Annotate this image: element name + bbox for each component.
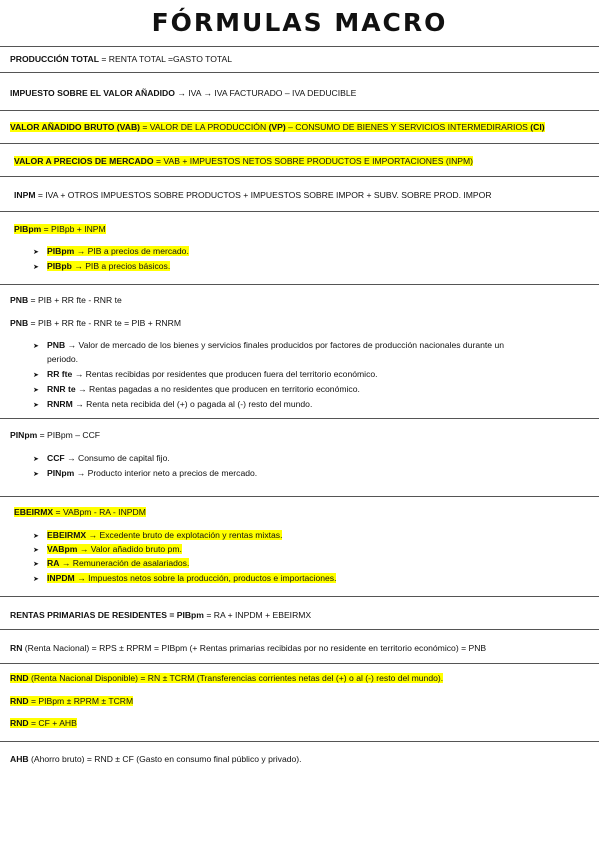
formula-expression: → PIB a precios de mercado. bbox=[74, 246, 189, 256]
arrowhead-bullet-icon: ➤ bbox=[33, 547, 39, 554]
formula-expression: (Renta Nacional Disponible) = RN ± TCRM (Transferencias corrientes netas del (+) o al (-) resto del mundo). bbox=[28, 673, 444, 683]
formula-term: PNB bbox=[10, 318, 29, 328]
formula-rn bbox=[10, 642, 486, 654]
arrowhead-bullet-icon: ➤ bbox=[33, 264, 39, 271]
divider bbox=[0, 496, 599, 497]
formula-expression: → Renta neta recibida del (+) o pagada al (-) resto del mundo. bbox=[72, 399, 313, 409]
arrowhead-bullet-icon: ➤ bbox=[33, 576, 39, 583]
formula-expression: = RA + INPDM + EBEIRMX bbox=[203, 610, 312, 620]
divider bbox=[0, 176, 599, 177]
formula-expression: → Valor añadido bruto pm. bbox=[77, 544, 182, 554]
formula-term: RR fte bbox=[47, 369, 73, 379]
arrowhead-bullet-icon: ➤ bbox=[33, 387, 39, 394]
formula-expression: = VAB + IMPUESTOS NETOS SOBRE PRODUCTOS E IMPORTACIONES (INPM) bbox=[153, 156, 474, 166]
divider bbox=[0, 211, 599, 212]
divider bbox=[0, 143, 599, 144]
formula-expression: → Valor de mercado de los bienes y servicios finales producidos por factores de producción nacionales durante un bbox=[65, 340, 505, 350]
divider bbox=[0, 741, 599, 742]
formula-expression: (Renta Nacional) = RPS ± RPRM = PIBpm (+ Rentas primarias recibidas por no residente en territorio económico) = PNB bbox=[22, 643, 487, 653]
formula-expression: = PIBpm ± RPRM ± TCRM bbox=[28, 696, 134, 706]
formula-term: VALOR A PRECIOS DE MERCADO bbox=[14, 156, 154, 166]
formula-term: PNB bbox=[47, 340, 66, 350]
arrowhead-bullet-icon: ➤ bbox=[33, 343, 39, 350]
formula-term: IMPUESTO SOBRE EL VALOR AÑADIDO → bbox=[10, 88, 189, 98]
list-item bbox=[33, 452, 170, 466]
formula-term: PIBpb bbox=[47, 261, 72, 271]
formula-term: (VP) bbox=[268, 122, 286, 132]
list-item bbox=[33, 339, 504, 353]
formula-ahb bbox=[10, 753, 302, 765]
list-item bbox=[33, 245, 189, 259]
list-item bbox=[33, 543, 182, 557]
divider bbox=[0, 596, 599, 597]
formula-term: RND bbox=[10, 718, 29, 728]
formula-term: RNRM bbox=[47, 399, 73, 409]
formula-term: RND bbox=[10, 696, 29, 706]
list-item-continuation: periodo. bbox=[47, 354, 79, 364]
formula-expression: → Producto interior neto a precios de mercado. bbox=[74, 468, 258, 478]
list-item bbox=[33, 529, 282, 543]
formula-vab bbox=[10, 121, 545, 133]
formula-expression: = CF + AHB bbox=[28, 718, 77, 728]
formula-term: RA bbox=[47, 558, 60, 568]
arrowhead-bullet-icon: ➤ bbox=[33, 249, 39, 256]
formula-expression: → Excedente bruto de explotación y rentas mixtas. bbox=[86, 530, 283, 540]
formula-iva bbox=[10, 87, 356, 99]
formula-pnb bbox=[10, 294, 122, 306]
formula-term: VALOR AÑADIDO BRUTO (VAB) bbox=[10, 122, 141, 132]
list-item bbox=[33, 467, 257, 481]
formula-term: VABpm bbox=[47, 544, 78, 554]
formula-term: RND bbox=[10, 673, 29, 683]
formula-term: PIBpm bbox=[14, 224, 42, 234]
formula-term: PIBpm bbox=[47, 246, 75, 256]
list-item bbox=[33, 557, 189, 571]
formula-expression: = RENTA TOTAL =GASTO TOTAL bbox=[98, 54, 233, 64]
divider bbox=[0, 663, 599, 664]
divider bbox=[0, 629, 599, 630]
formula-expression: → PIB a precios básicos. bbox=[71, 261, 171, 271]
list-item bbox=[33, 368, 378, 382]
arrowhead-bullet-icon: ➤ bbox=[33, 471, 39, 478]
formula-valor-precios-mercado bbox=[14, 155, 473, 167]
formula-expression: IVA → IVA FACTURADO – IVA DEDUCIBLE bbox=[188, 88, 357, 98]
formula-term: EBEIRMX bbox=[14, 507, 54, 517]
list-item bbox=[33, 398, 312, 412]
formula-term: PINpm bbox=[10, 430, 38, 440]
formula-term: PRODUCCIÓN TOTAL bbox=[10, 54, 99, 64]
list-item bbox=[33, 572, 336, 586]
formula-pibpm bbox=[14, 223, 106, 235]
formula-term: (CI) bbox=[530, 122, 545, 132]
divider bbox=[0, 418, 599, 419]
formula-expression: → Remuneración de asalariados. bbox=[59, 558, 190, 568]
formula-ebeirmx bbox=[14, 506, 146, 518]
formula-term: CCF bbox=[47, 453, 65, 463]
formula-produccion-total bbox=[10, 53, 232, 65]
formula-inpm bbox=[14, 189, 492, 201]
list-item bbox=[33, 260, 170, 274]
formula-expression: → Impuestos netos sobre la producción, productos e importaciones. bbox=[74, 573, 337, 583]
formula-term: PINpm bbox=[47, 468, 75, 478]
formula-term: INPDM bbox=[47, 573, 75, 583]
divider bbox=[0, 46, 599, 47]
formula-term: RENTAS PRIMARIAS DE RESIDENTES = PIBpm bbox=[10, 610, 204, 620]
formula-expression: → Rentas pagadas a no residentes que producen en territorio económico. bbox=[75, 384, 360, 394]
formula-expression: = PIBpb + INPM bbox=[41, 224, 106, 234]
arrowhead-bullet-icon: ➤ bbox=[33, 456, 39, 463]
formula-rnd bbox=[10, 672, 443, 684]
divider bbox=[0, 110, 599, 111]
formula-expression: = PIB + RR fte - RNR te bbox=[28, 295, 122, 305]
formula-expression: = PIBpm – CCF bbox=[37, 430, 101, 440]
formula-term: INPM bbox=[14, 190, 36, 200]
formula-expression: → Consumo de capital fijo. bbox=[64, 453, 170, 463]
page-title: FÓRMULAS MACRO bbox=[151, 8, 448, 37]
formula-term: RNR te bbox=[47, 384, 76, 394]
formula-rentas-primarias bbox=[10, 609, 311, 621]
formula-pnb-rnrm bbox=[10, 317, 181, 329]
list-item bbox=[33, 383, 360, 397]
arrowhead-bullet-icon: ➤ bbox=[33, 561, 39, 568]
formula-expression: (Ahorro bruto) = RND ± CF (Gasto en consumo final público y privado). bbox=[28, 754, 302, 764]
formula-term: EBEIRMX bbox=[47, 530, 87, 540]
formula-expression: → Rentas recibidas por residentes que producen fuera del territorio económico. bbox=[72, 369, 378, 379]
arrowhead-bullet-icon: ➤ bbox=[33, 533, 39, 540]
divider bbox=[0, 72, 599, 73]
formula-expression: = IVA + OTROS IMPUESTOS SOBRE PRODUCTOS + IMPUESTOS SOBRE IMPOR + SUBV. SOBRE PROD. IMPOR bbox=[35, 190, 492, 200]
arrowhead-bullet-icon: ➤ bbox=[33, 372, 39, 379]
formula-expression: = PIB + RR fte - RNR te = PIB + RNRM bbox=[28, 318, 181, 328]
arrowhead-bullet-icon: ➤ bbox=[33, 402, 39, 409]
formula-term: RN bbox=[10, 643, 23, 653]
formula-term: AHB bbox=[10, 754, 29, 764]
divider bbox=[0, 284, 599, 285]
formula-expression: = VALOR DE LA PRODUCCIÓN bbox=[140, 122, 269, 132]
formula-expression: – CONSUMO DE BIENES Y SERVICIOS INTERMEDIRARIOS bbox=[285, 122, 531, 132]
formula-term: PNB bbox=[10, 295, 29, 305]
formula-pinpm bbox=[10, 429, 100, 441]
formula-rnd-cf bbox=[10, 717, 77, 729]
formula-rnd-pibpm bbox=[10, 695, 133, 707]
formula-expression: = VABpm - RA - INPDM bbox=[53, 507, 146, 517]
